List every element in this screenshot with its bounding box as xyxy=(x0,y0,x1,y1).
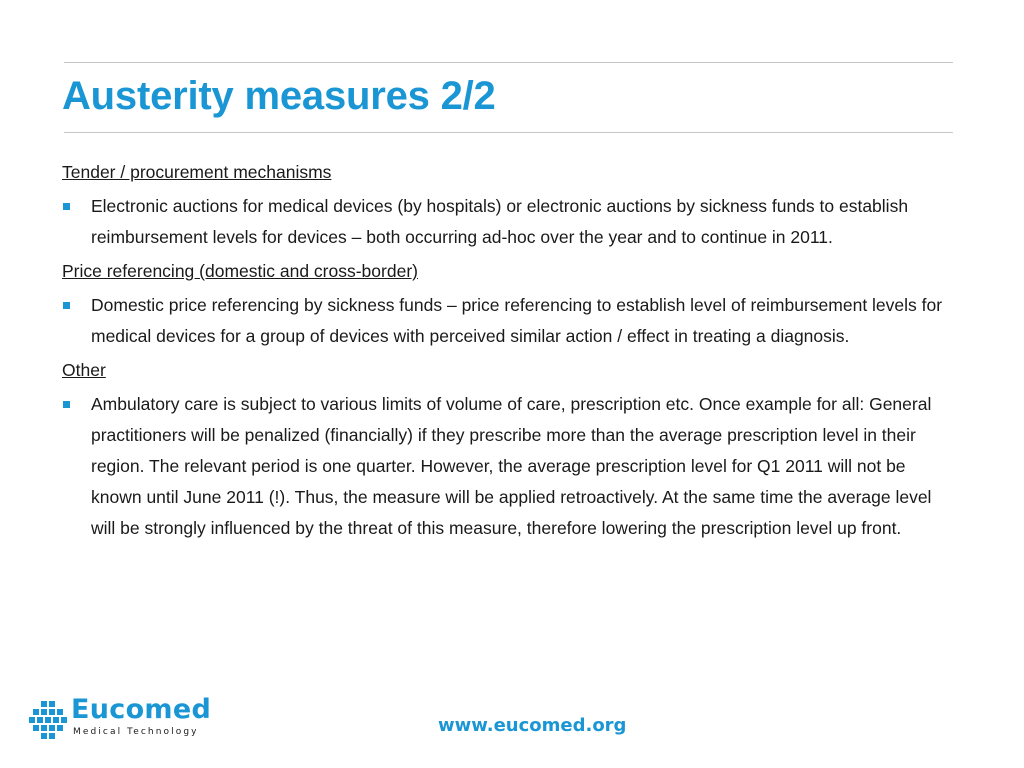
bullet-item xyxy=(62,389,958,544)
slide-body xyxy=(62,158,958,548)
bullet-item xyxy=(62,191,958,253)
eucomed-logo xyxy=(28,694,218,742)
bullet-text: Ambulatory care is subject to various limits of volume of care, prescription etc. Once example for all: General practitioners will be penalized (financially) if they prescribe more than the average prescription level in their region. The relevant period is one quarter. However, the average prescription level for Q1 2011 will not be known until June 2011 (!). Thus, the measure will be applied retroactively. At the same time the average level will be strongly influenced by the threat of this measure, therefore lowering the prescription level up front. xyxy=(91,394,932,538)
section-heading-tender: Tender / procurement mechanisms xyxy=(62,162,332,182)
footer-website-url: www.eucomed.org xyxy=(438,715,627,736)
section-heading-price-referencing: Price referencing (domestic and cross-border) xyxy=(62,261,418,281)
title-rule-top xyxy=(64,62,953,63)
logo-tagline: Medical Technology xyxy=(73,727,199,737)
bullet-text: Electronic auctions for medical devices (by hospitals) or electronic auctions by sickness funds to establish reimbursement levels for devices – both occurring ad-hoc over the year and to continue in 2011. xyxy=(91,196,909,247)
title-rule-bottom xyxy=(64,132,953,133)
bullet-list-price-referencing xyxy=(62,290,958,352)
bullet-item xyxy=(62,290,958,352)
bullet-text: Domestic price referencing by sickness funds – price referencing to establish level of reimbursement levels for medical devices for a group of devices with perceived similar action / effect in treating a diagnosis. xyxy=(91,295,943,346)
section-heading-other: Other xyxy=(62,360,106,380)
square-bullet-icon xyxy=(63,203,70,210)
square-bullet-icon xyxy=(63,302,70,309)
bullet-list-tender xyxy=(62,191,958,253)
slide-title: Austerity measures 2/2 xyxy=(62,74,496,118)
logo-name: Eucomed xyxy=(71,694,212,725)
eucomed-grid-logo-icon xyxy=(28,700,68,740)
square-bullet-icon xyxy=(63,401,70,408)
bullet-list-other xyxy=(62,389,958,544)
